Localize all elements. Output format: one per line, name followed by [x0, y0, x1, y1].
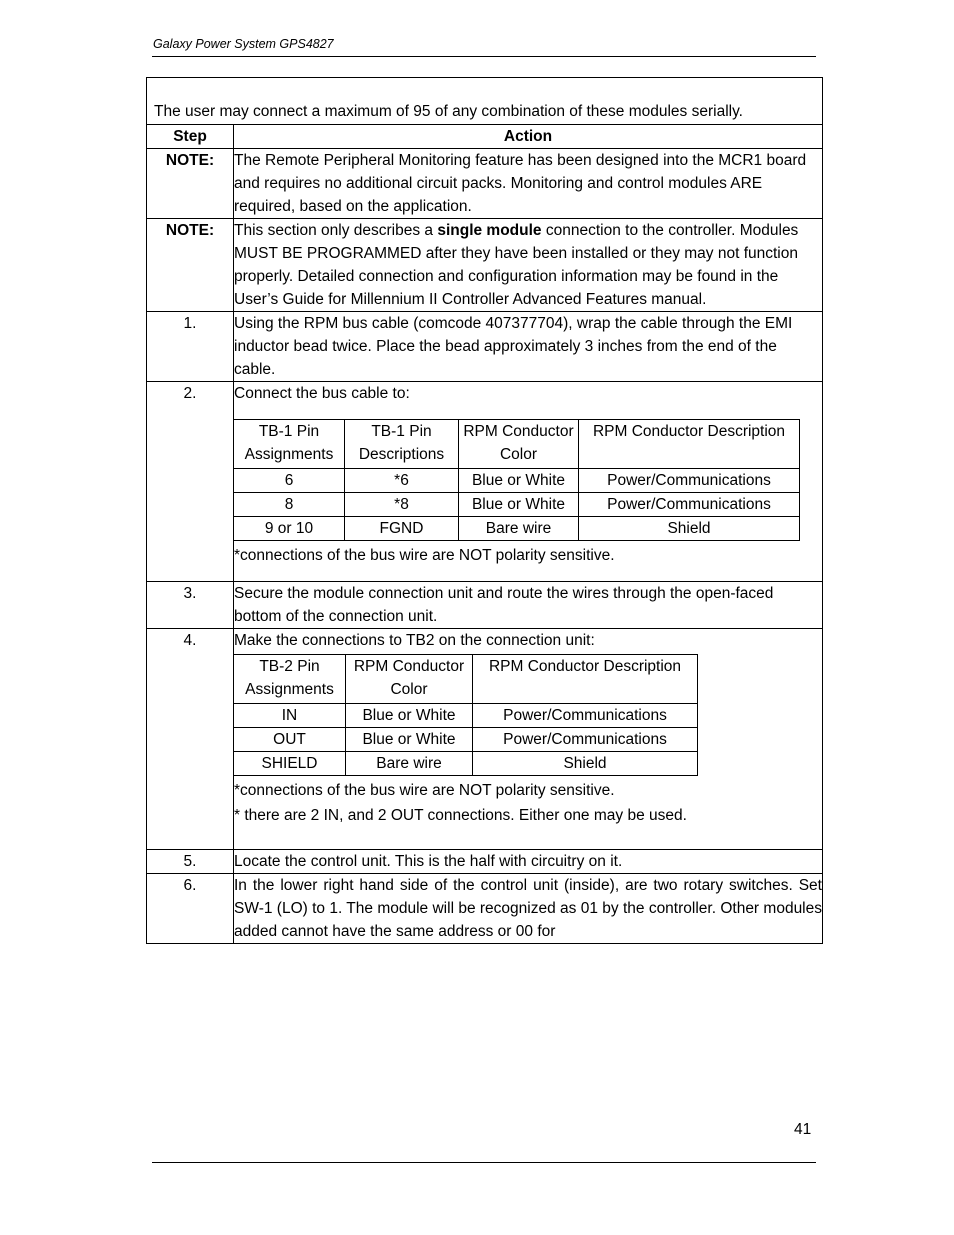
page-number: 41 [794, 1121, 812, 1138]
intro-text: The user may connect a maximum of 95 of any combination of these modules serially. [147, 78, 823, 125]
table-row [147, 149, 823, 219]
sub-table-cell: Power/Communications [473, 704, 698, 728]
tb2-connection-table [233, 654, 698, 776]
table-row [147, 874, 823, 944]
action-text: In the lower right hand side of the control unit (inside), are two rotary switches. Set SW-1 (LO) to 1. The module will be recognized as 01 by the controller. Other modules added cannot have the same address or 00 for [234, 874, 823, 944]
sub-table-header-row [234, 655, 698, 704]
action-text: Secure the module connection unit and route the wires through the open-faced bottom of the connection unit. [234, 582, 823, 629]
step-label: NOTE: [147, 149, 234, 219]
action-text-part: This section only describes a [234, 222, 438, 239]
action-cell [234, 382, 823, 582]
sub-table-cell: 8 [234, 493, 345, 517]
tb1-connection-table [233, 419, 800, 541]
procedure-table [146, 77, 823, 944]
table-row [147, 382, 823, 582]
sub-table-cell: Bare wire [459, 517, 579, 541]
step-column-header: Step [147, 125, 234, 149]
sub-table-cell: Power/Communications [579, 493, 800, 517]
running-header: Galaxy Power System GPS4827 [153, 37, 334, 51]
table-row [147, 582, 823, 629]
polarity-note: *connections of the bus wire are NOT polarity sensitive. [234, 547, 615, 564]
sub-table-row [234, 704, 698, 728]
polarity-note: *connections of the bus wire are NOT polarity sensitive. [234, 782, 615, 799]
sub-table-header: RPM Conductor Color [346, 655, 473, 704]
sub-table-cell: Shield [579, 517, 800, 541]
action-text: The Remote Peripheral Monitoring feature has been designed into the MCR1 board and requires no additional circuit packs. Monitoring and control modules ARE required, based on the application. [234, 149, 823, 219]
sub-table-header-row [234, 420, 800, 469]
sub-table-cell: Power/Communications [473, 728, 698, 752]
action-text: Using the RPM bus cable (comcode 407377704), wrap the cable through the EMI inductor bead twice. Place the bead approximately 3 inches from the end of the cable. [234, 312, 823, 382]
header-row [147, 125, 823, 149]
sub-table-row [234, 469, 800, 493]
sub-table-cell: 9 or 10 [234, 517, 345, 541]
table-row [147, 850, 823, 874]
action-text [234, 219, 823, 312]
sub-table-row [234, 517, 800, 541]
procedure-table-frame [146, 77, 823, 1117]
action-text: Connect the bus cable to: [234, 385, 410, 402]
emphasis-text: single module [437, 222, 542, 239]
spacer [234, 567, 822, 581]
action-text: Make the connections to TB2 on the connection unit: [234, 632, 595, 649]
sub-table-cell: Blue or White [459, 469, 579, 493]
spacer [234, 827, 822, 849]
connection-note: * there are 2 IN, and 2 OUT connections. Either one may be used. [234, 807, 687, 824]
sub-table-cell: Blue or White [346, 728, 473, 752]
step-number: 1. [147, 312, 234, 382]
sub-table-cell: OUT [234, 728, 346, 752]
sub-table-header: RPM Conductor Description [579, 420, 800, 469]
step-number: 2. [147, 382, 234, 582]
step-number: 4. [147, 629, 234, 850]
step-number: 6. [147, 874, 234, 944]
action-text-part: connection to the controller. Modules MUST BE PROGRAMMED after they have been installed or they may not function properly. Detailed connection and configuration information may be found in the User’s Guide for Millennium II Controller Advanced Features manual. [234, 222, 799, 308]
sub-table-cell: FGND [345, 517, 459, 541]
sub-table-row [234, 493, 800, 517]
sub-table-cell: SHIELD [234, 752, 346, 776]
sub-table-header: TB-1 Pin Descriptions [345, 420, 459, 469]
step-number: 3. [147, 582, 234, 629]
sub-table-cell: Shield [473, 752, 698, 776]
sub-table-row [234, 752, 698, 776]
sub-table-cell: Blue or White [346, 704, 473, 728]
sub-table-header: TB-2 Pin Assignments [234, 655, 346, 704]
footer-rule [152, 1162, 816, 1163]
header-rule [152, 56, 816, 57]
sub-table-header: TB-1 Pin Assignments [234, 420, 345, 469]
sub-table-row [234, 728, 698, 752]
intro-row [147, 78, 823, 125]
sub-table-header: RPM Conductor Description [473, 655, 698, 704]
table-row [147, 629, 823, 850]
step-number: 5. [147, 850, 234, 874]
sub-table-cell: Power/Communications [579, 469, 800, 493]
sub-table-cell: Blue or White [459, 493, 579, 517]
action-cell [234, 629, 823, 850]
sub-table-cell: IN [234, 704, 346, 728]
table-row [147, 219, 823, 312]
table-row [147, 312, 823, 382]
sub-table-header: RPM Conductor Color [459, 420, 579, 469]
sub-table-cell: 6 [234, 469, 345, 493]
action-text: Locate the control unit. This is the half with circuitry on it. [234, 850, 823, 874]
sub-table-cell: *6 [345, 469, 459, 493]
sub-table-cell: Bare wire [346, 752, 473, 776]
step-label: NOTE: [147, 219, 234, 312]
action-column-header: Action [234, 125, 823, 149]
sub-table-cell: *8 [345, 493, 459, 517]
